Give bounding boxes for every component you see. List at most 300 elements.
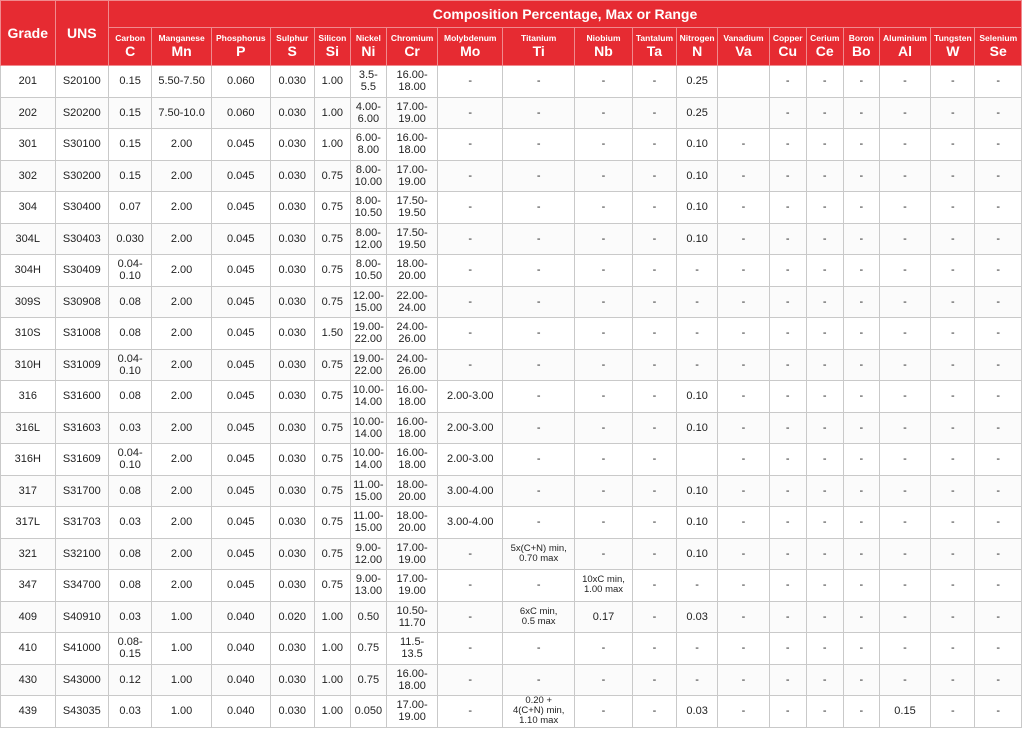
value-cell: 7.50-10.0	[152, 97, 212, 129]
value-cell: 0.030	[270, 349, 314, 381]
element-name: Nickel	[355, 33, 381, 43]
table-row	[1, 633, 1022, 665]
value-cell: 0.75	[314, 286, 350, 318]
value-cell: -	[503, 444, 575, 476]
value-cell: -	[718, 349, 769, 381]
value-cell: -	[438, 349, 503, 381]
value-cell: -	[677, 349, 718, 381]
grade-cell: 304H	[1, 255, 56, 287]
value-cell: -	[438, 633, 503, 665]
value-cell: 0.75	[314, 412, 350, 444]
value-cell: -	[975, 192, 1022, 224]
value-cell: -	[931, 129, 975, 161]
table-row	[1, 129, 1022, 161]
value-cell: -	[575, 664, 633, 696]
element-symbol: W	[946, 43, 960, 59]
element-header-al	[879, 28, 930, 66]
grade-cell: 201	[1, 66, 56, 98]
value-cell: 0.020	[270, 601, 314, 633]
value-cell: 17.00- 19.00	[386, 160, 437, 192]
value-cell: -	[843, 412, 879, 444]
value-cell: -	[438, 570, 503, 602]
element-header-w	[931, 28, 975, 66]
element-header-mo	[438, 28, 503, 66]
value-cell: 22.00- 24.00	[386, 286, 437, 318]
value-cell: 2.00	[152, 475, 212, 507]
value-cell: -	[438, 129, 503, 161]
value-cell: -	[931, 538, 975, 570]
value-cell: 10.00- 14.00	[350, 412, 386, 444]
value-cell: 0.03	[109, 412, 152, 444]
value-cell: -	[575, 633, 633, 665]
value-cell: -	[879, 412, 930, 444]
value-cell: 17.50- 19.50	[386, 192, 437, 224]
value-cell: -	[718, 570, 769, 602]
value-cell: 0.75	[314, 381, 350, 413]
value-cell: -	[632, 129, 676, 161]
grade-cell: 316H	[1, 444, 56, 476]
value-cell: -	[632, 696, 676, 728]
value-cell: 17.00- 19.00	[386, 696, 437, 728]
value-cell: 0.75	[350, 633, 386, 665]
value-cell: 1.00	[314, 97, 350, 129]
value-cell: 0.04- 0.10	[109, 255, 152, 287]
value-cell: -	[975, 507, 1022, 539]
uns-cell: S30400	[55, 192, 109, 224]
element-symbol: Ti	[532, 43, 545, 59]
value-cell: -	[975, 97, 1022, 129]
uns-cell: S40910	[55, 601, 109, 633]
value-cell: -	[718, 381, 769, 413]
value-cell: -	[879, 66, 930, 98]
value-cell: -	[975, 412, 1022, 444]
value-cell: -	[806, 444, 843, 476]
value-cell: 0.75	[314, 444, 350, 476]
value-cell: 0.045	[211, 381, 270, 413]
element-header-se	[975, 28, 1022, 66]
value-cell: 0.030	[109, 223, 152, 255]
value-cell: 0.045	[211, 129, 270, 161]
value-cell: -	[677, 570, 718, 602]
value-cell: -	[806, 412, 843, 444]
element-symbol: Nb	[594, 43, 613, 59]
value-cell: 10.00- 14.00	[350, 381, 386, 413]
value-cell: -	[931, 664, 975, 696]
value-cell: -	[769, 664, 806, 696]
element-name: Vanadium	[723, 33, 764, 43]
uns-cell: S34700	[55, 570, 109, 602]
value-cell: -	[575, 318, 633, 350]
value-cell: -	[879, 475, 930, 507]
element-header-c	[109, 28, 152, 66]
table-row	[1, 255, 1022, 287]
value-cell: -	[931, 696, 975, 728]
value-cell: -	[879, 129, 930, 161]
value-cell: -	[575, 696, 633, 728]
value-cell: 0.08	[109, 318, 152, 350]
element-name: Boron	[848, 33, 874, 43]
value-cell: -	[438, 160, 503, 192]
value-cell: 18.00- 20.00	[386, 475, 437, 507]
element-header-p	[211, 28, 270, 66]
value-cell: -	[843, 696, 879, 728]
value-cell: -	[503, 507, 575, 539]
value-cell: -	[769, 286, 806, 318]
value-cell: -	[503, 570, 575, 602]
value-cell: -	[503, 192, 575, 224]
element-symbol: Cr	[404, 43, 420, 59]
value-cell: -	[632, 507, 676, 539]
uns-cell: S30403	[55, 223, 109, 255]
value-cell: -	[632, 349, 676, 381]
value-cell: 0.03	[677, 696, 718, 728]
value-cell: -	[438, 255, 503, 287]
value-cell: 0.10	[677, 223, 718, 255]
value-cell: -	[632, 192, 676, 224]
value-cell: -	[806, 696, 843, 728]
value-cell: 2.00-3.00	[438, 412, 503, 444]
value-cell: -	[769, 192, 806, 224]
value-cell: -	[632, 570, 676, 602]
value-cell: -	[769, 349, 806, 381]
value-cell: 2.00	[152, 412, 212, 444]
value-cell: 0.17	[575, 601, 633, 633]
value-cell: -	[718, 160, 769, 192]
value-cell: 2.00-3.00	[438, 444, 503, 476]
value-cell: -	[632, 538, 676, 570]
value-cell: -	[632, 66, 676, 98]
value-cell: -	[931, 286, 975, 318]
value-cell: -	[806, 255, 843, 287]
value-cell: 18.00- 20.00	[386, 255, 437, 287]
value-cell: -	[575, 507, 633, 539]
element-symbol: Ta	[646, 43, 663, 59]
value-cell: 0.030	[270, 507, 314, 539]
value-cell: 24.00- 26.00	[386, 318, 437, 350]
table-body	[1, 66, 1022, 728]
value-cell: -	[677, 633, 718, 665]
value-cell: -	[677, 255, 718, 287]
value-cell: -	[975, 318, 1022, 350]
value-cell: -	[843, 97, 879, 129]
value-cell: 0.08	[109, 538, 152, 570]
value-cell: -	[769, 160, 806, 192]
value-cell: 1.00	[152, 696, 212, 728]
value-cell: 9.00- 13.00	[350, 570, 386, 602]
value-cell: 19.00- 22.00	[350, 349, 386, 381]
uns-cell: S31603	[55, 412, 109, 444]
grade-cell: 430	[1, 664, 56, 696]
grade-cell: 301	[1, 129, 56, 161]
table-row	[1, 507, 1022, 539]
uns-cell: S43000	[55, 664, 109, 696]
value-cell: -	[575, 66, 633, 98]
value-cell: 0.045	[211, 160, 270, 192]
value-cell: 19.00- 22.00	[350, 318, 386, 350]
value-cell: -	[975, 255, 1022, 287]
value-cell: 0.50	[350, 601, 386, 633]
value-cell: 3.00-4.00	[438, 475, 503, 507]
value-cell: 0.15	[109, 97, 152, 129]
value-cell: 0.25	[677, 66, 718, 98]
value-cell: -	[975, 286, 1022, 318]
value-cell: -	[769, 97, 806, 129]
value-cell: -	[575, 444, 633, 476]
grade-cell: 316L	[1, 412, 56, 444]
value-cell: -	[931, 66, 975, 98]
value-cell: -	[438, 286, 503, 318]
value-cell: -	[632, 286, 676, 318]
value-cell: -	[931, 349, 975, 381]
element-symbol: Bo	[851, 43, 871, 59]
value-cell: 0.15	[109, 129, 152, 161]
value-cell: 0.030	[270, 129, 314, 161]
value-cell: -	[438, 192, 503, 224]
value-cell: 0.030	[270, 412, 314, 444]
value-cell: 1.00	[152, 601, 212, 633]
value-cell: 18.00- 20.00	[386, 507, 437, 539]
value-cell: -	[843, 223, 879, 255]
value-cell: 2.00	[152, 160, 212, 192]
table-row	[1, 696, 1022, 728]
value-cell: -	[879, 318, 930, 350]
value-cell: 0.045	[211, 286, 270, 318]
value-cell: 8.00- 12.00	[350, 223, 386, 255]
value-cell: -	[879, 538, 930, 570]
value-cell: 0.10	[677, 192, 718, 224]
element-symbol: Mn	[171, 43, 192, 59]
element-header-ce	[806, 28, 843, 66]
value-cell: 0.030	[270, 696, 314, 728]
element-name: Sulphur	[276, 33, 309, 43]
value-cell: -	[718, 318, 769, 350]
value-cell: 0.040	[211, 601, 270, 633]
element-symbol: Ni	[361, 43, 376, 59]
value-cell: 0.045	[211, 507, 270, 539]
element-header-row	[1, 28, 1022, 66]
value-cell: 2.00	[152, 570, 212, 602]
value-cell: 0.75	[314, 507, 350, 539]
value-cell: -	[975, 444, 1022, 476]
element-name: Titanium	[521, 33, 557, 43]
uns-cell: S30409	[55, 255, 109, 287]
element-name: Tungsten	[934, 33, 972, 43]
grade-cell: 439	[1, 696, 56, 728]
grade-cell: 321	[1, 538, 56, 570]
value-cell: -	[975, 66, 1022, 98]
value-cell: 0.03	[109, 601, 152, 633]
value-cell: 16.00- 18.00	[386, 66, 437, 98]
element-name: Cerium	[810, 33, 840, 43]
value-cell: 0.030	[270, 223, 314, 255]
value-cell: -	[843, 255, 879, 287]
value-cell: -	[931, 601, 975, 633]
value-cell: 11.00- 15.00	[350, 507, 386, 539]
table-row	[1, 412, 1022, 444]
value-cell: -	[931, 255, 975, 287]
value-cell: 2.00-3.00	[438, 381, 503, 413]
element-name: Molybdenum	[444, 33, 497, 43]
value-cell: -	[806, 349, 843, 381]
grade-cell: 410	[1, 633, 56, 665]
table-row	[1, 444, 1022, 476]
element-header-mn	[152, 28, 212, 66]
value-cell: -	[931, 97, 975, 129]
value-cell: -	[632, 664, 676, 696]
value-cell: 0.03	[109, 507, 152, 539]
grade-cell: 202	[1, 97, 56, 129]
value-cell: -	[975, 160, 1022, 192]
value-cell: 0.08	[109, 286, 152, 318]
value-cell: 9.00- 12.00	[350, 538, 386, 570]
value-cell: -	[806, 570, 843, 602]
value-cell: 16.00- 18.00	[386, 444, 437, 476]
value-cell: 3.00-4.00	[438, 507, 503, 539]
table-row	[1, 223, 1022, 255]
value-cell: 2.00	[152, 129, 212, 161]
value-cell: 0.10	[677, 381, 718, 413]
value-cell: 17.00- 19.00	[386, 97, 437, 129]
value-cell: 0.15	[109, 66, 152, 98]
value-cell: -	[843, 475, 879, 507]
element-header-cu	[769, 28, 806, 66]
value-cell: -	[931, 570, 975, 602]
value-cell: -	[769, 696, 806, 728]
value-cell: -	[843, 664, 879, 696]
value-cell: 10.50- 11.70	[386, 601, 437, 633]
value-cell: -	[438, 223, 503, 255]
value-cell: -	[677, 286, 718, 318]
uns-cell: S31700	[55, 475, 109, 507]
value-cell: -	[503, 633, 575, 665]
value-cell: 10.00- 14.00	[350, 444, 386, 476]
value-cell: -	[632, 601, 676, 633]
value-cell: -	[975, 570, 1022, 602]
element-header-ta	[632, 28, 676, 66]
value-cell: -	[503, 129, 575, 161]
value-cell: 0.08- 0.15	[109, 633, 152, 665]
value-cell: 17.00- 19.00	[386, 570, 437, 602]
value-cell: 0.030	[270, 192, 314, 224]
value-cell: -	[769, 475, 806, 507]
value-cell: -	[975, 223, 1022, 255]
value-cell: -	[677, 664, 718, 696]
value-cell: -	[975, 664, 1022, 696]
value-cell: -	[879, 601, 930, 633]
value-cell: 0.030	[270, 475, 314, 507]
value-cell: 0.060	[211, 97, 270, 129]
value-cell: -	[843, 570, 879, 602]
value-cell: -	[975, 601, 1022, 633]
element-name: Carbon	[115, 33, 146, 43]
grade-cell: 347	[1, 570, 56, 602]
grade-cell: 309S	[1, 286, 56, 318]
value-cell: 0.045	[211, 255, 270, 287]
value-cell: -	[975, 696, 1022, 728]
value-cell: 5.50-7.50	[152, 66, 212, 98]
value-cell: -	[503, 97, 575, 129]
value-cell: -	[769, 633, 806, 665]
value-cell: -	[632, 412, 676, 444]
value-cell: 0.75	[314, 160, 350, 192]
value-cell: -	[975, 633, 1022, 665]
value-cell: 0.030	[270, 318, 314, 350]
grade-header: Grade	[1, 1, 56, 66]
value-cell: -	[503, 349, 575, 381]
value-cell: 0.75	[314, 349, 350, 381]
value-cell: -	[575, 286, 633, 318]
uns-cell: S32100	[55, 538, 109, 570]
value-cell: -	[718, 286, 769, 318]
value-cell: -	[843, 160, 879, 192]
value-cell: -	[503, 318, 575, 350]
value-cell: -	[879, 223, 930, 255]
value-cell: -	[931, 223, 975, 255]
value-cell: -	[438, 97, 503, 129]
value-cell: 0.10	[677, 412, 718, 444]
uns-cell: S31008	[55, 318, 109, 350]
value-cell: -	[503, 66, 575, 98]
value-cell: 1.00	[314, 601, 350, 633]
uns-header: UNS	[55, 1, 109, 66]
element-header-n	[677, 28, 718, 66]
value-cell: -	[769, 444, 806, 476]
value-cell: -	[806, 97, 843, 129]
element-symbol: Al	[898, 43, 912, 59]
value-cell: -	[975, 538, 1022, 570]
value-cell: -	[806, 538, 843, 570]
value-cell: 0.045	[211, 444, 270, 476]
value-cell: -	[843, 633, 879, 665]
value-cell: -	[632, 160, 676, 192]
value-cell: 0.08	[109, 381, 152, 413]
value-cell: -	[806, 129, 843, 161]
value-cell: 0.045	[211, 318, 270, 350]
uns-cell: S31009	[55, 349, 109, 381]
uns-cell: S30100	[55, 129, 109, 161]
value-cell: 2.00	[152, 318, 212, 350]
value-cell: -	[718, 192, 769, 224]
value-cell: -	[718, 444, 769, 476]
value-cell: -	[975, 381, 1022, 413]
value-cell: -	[931, 192, 975, 224]
value-cell: -	[503, 160, 575, 192]
element-header-cr	[386, 28, 437, 66]
value-cell: 10xC min, 1.00 max	[575, 570, 633, 602]
value-cell: 0.040	[211, 664, 270, 696]
value-cell: 0.10	[677, 475, 718, 507]
value-cell: 0.75	[314, 570, 350, 602]
value-cell: -	[503, 475, 575, 507]
value-cell: -	[931, 444, 975, 476]
table-row	[1, 318, 1022, 350]
value-cell: 0.030	[270, 538, 314, 570]
value-cell: -	[931, 412, 975, 444]
value-cell: -	[677, 318, 718, 350]
value-cell: -	[879, 255, 930, 287]
value-cell: -	[438, 66, 503, 98]
table-row	[1, 601, 1022, 633]
element-name: Tantalum	[635, 33, 674, 43]
value-cell: 17.00- 19.00	[386, 538, 437, 570]
value-cell: -	[718, 223, 769, 255]
element-name: Chromium	[390, 33, 434, 43]
value-cell: -	[806, 223, 843, 255]
table-row	[1, 97, 1022, 129]
value-cell: -	[806, 66, 843, 98]
value-cell: 0.030	[270, 255, 314, 287]
value-cell: 0.75	[314, 223, 350, 255]
